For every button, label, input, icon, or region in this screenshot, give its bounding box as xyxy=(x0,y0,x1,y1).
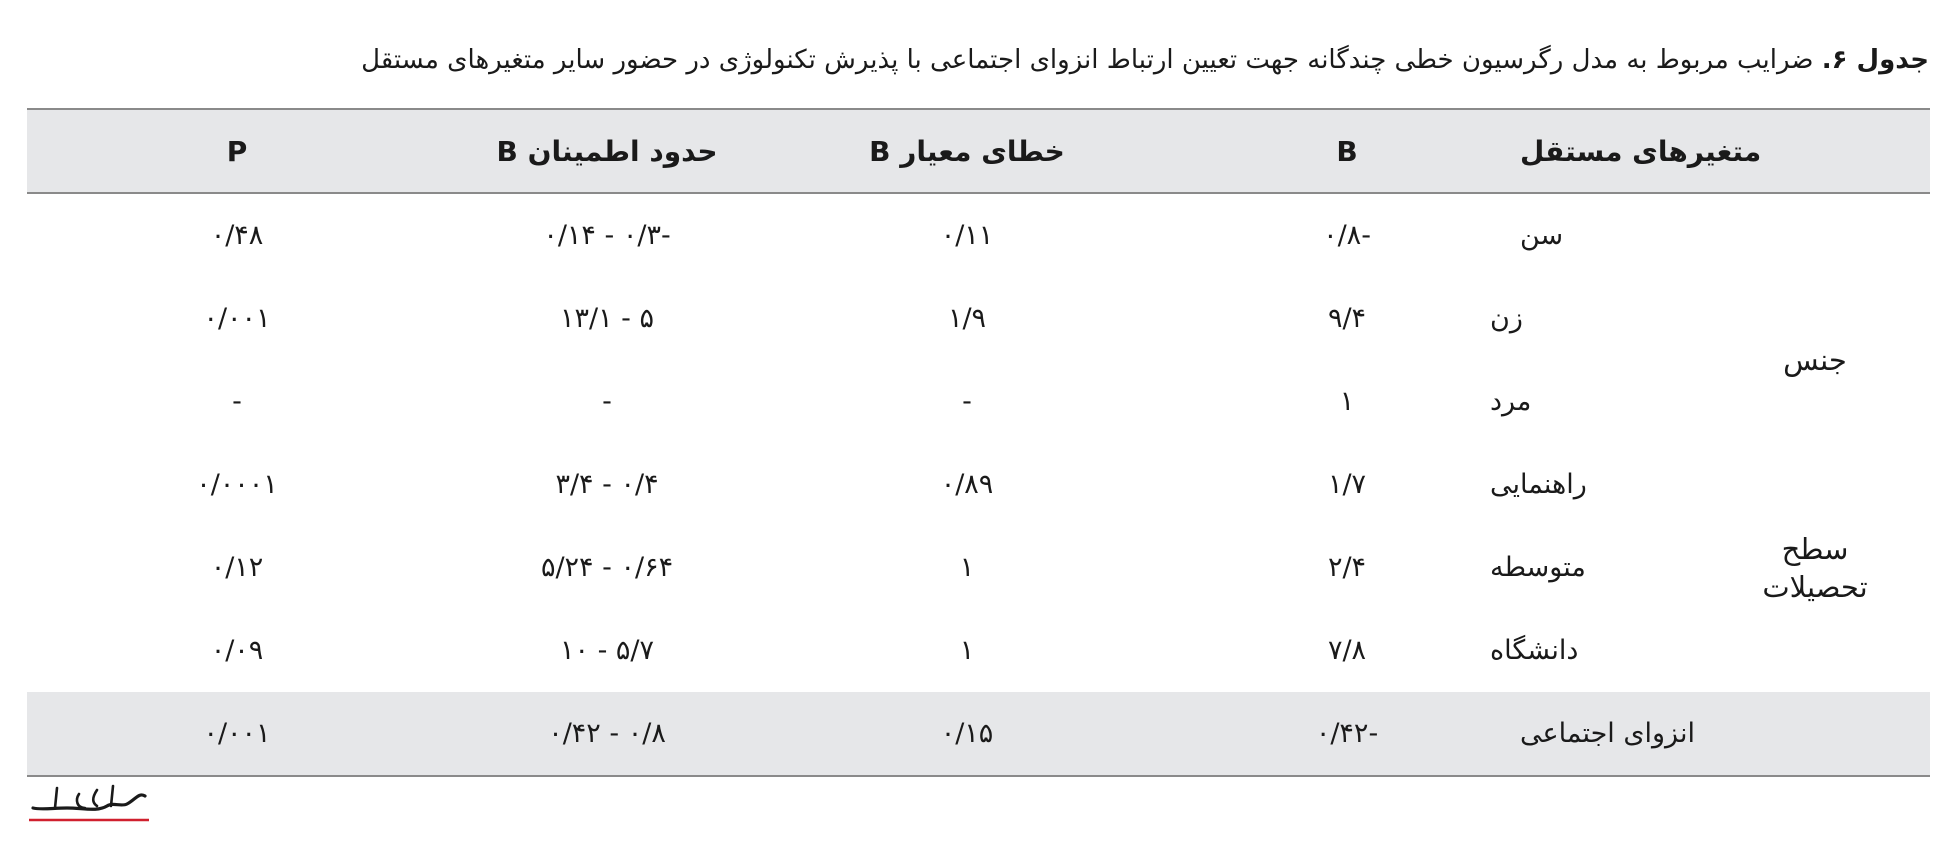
caption-text: ضرایب مربوط به مدل رگرسیون خطی چندگانه جهت تعیین ارتباط انزوای اجتماعی با پذیرش تکنولوژی در حضور سایر متغیرهای مستقل xyxy=(361,45,1814,75)
cell-ci: -۰/۳ - ۰/۱۴ xyxy=(543,220,671,251)
cell-se: ۱/۹ xyxy=(947,303,987,334)
cell-se: ۰/۱۵ xyxy=(940,718,994,749)
gender-group xyxy=(27,277,1930,443)
row-label: دانشگاه xyxy=(1490,635,1579,666)
cell-p: ۰/۰۰۱ xyxy=(203,303,271,334)
cell-ci: ۰/۴ - ۳/۴ xyxy=(555,469,659,500)
cell-se: ۰/۱۱ xyxy=(940,220,994,251)
cell-p: ۰/۴۸ xyxy=(210,220,264,251)
cell-p: ۰/۰۰۰۱ xyxy=(196,469,278,500)
regression-table xyxy=(27,108,1930,777)
row-label: مرد xyxy=(1490,386,1532,417)
cell-b: -۰/۸ xyxy=(1323,220,1371,251)
table-header-row xyxy=(27,110,1930,194)
row-label: سن xyxy=(1520,220,1564,251)
row-label: زن xyxy=(1490,303,1523,334)
header-ci: حدود اطمینان B xyxy=(496,134,718,168)
row-label: انزوای اجتماعی xyxy=(1520,718,1695,749)
cell-b: ۲/۴ xyxy=(1327,552,1367,583)
salmand-logo-mark xyxy=(27,778,151,826)
group-label-gender: جنس xyxy=(1783,343,1847,377)
cell-p: ۰/۰۹ xyxy=(210,635,264,666)
salmand-logo xyxy=(27,778,151,826)
row-label: راهنمایی xyxy=(1490,469,1587,500)
table-row-isolation xyxy=(27,692,1930,775)
cell-se: ۱ xyxy=(959,552,975,583)
group-label-education: سطح تحصیلات xyxy=(1762,531,1868,604)
header-p: P xyxy=(226,134,248,168)
cell-p: ۰/۰۰۱ xyxy=(203,718,271,749)
cell-p: ۰/۱۲ xyxy=(210,552,264,583)
cell-ci: ۰/۸ - ۰/۴۲ xyxy=(548,718,666,749)
table-row-female xyxy=(27,277,1930,360)
table-row-male xyxy=(27,360,1930,443)
cell-b: ۱/۷ xyxy=(1327,469,1367,500)
cell-ci: ۰/۶۴ - ۵/۲۴ xyxy=(540,552,674,583)
cell-se: ۱ xyxy=(959,635,975,666)
cell-p: - xyxy=(232,386,242,417)
table-row-university xyxy=(27,609,1930,692)
education-group xyxy=(27,443,1930,692)
cell-b: ۷/۸ xyxy=(1327,635,1367,666)
cell-ci: - xyxy=(602,386,612,417)
header-b: B xyxy=(1336,134,1358,168)
table-row-guidance xyxy=(27,443,1930,526)
caption-label: جدول ۶. xyxy=(1821,45,1929,75)
cell-b: ۱ xyxy=(1339,386,1355,417)
header-variables: متغیرهای مستقل xyxy=(1520,134,1762,168)
cell-ci: ۵ - ۱۳/۱ xyxy=(559,303,655,334)
row-label: متوسطه xyxy=(1490,552,1586,583)
table-row-age xyxy=(27,194,1930,277)
table-row-secondary xyxy=(27,526,1930,609)
cell-b: -۰/۴۲ xyxy=(1315,718,1379,749)
header-se: خطای معیار B xyxy=(869,134,1065,168)
cell-se: ۰/۸۹ xyxy=(940,469,994,500)
table-caption xyxy=(150,40,1929,80)
cell-ci: ۵/۷ - ۱۰ xyxy=(559,635,655,666)
cell-b: ۹/۴ xyxy=(1327,303,1367,334)
cell-se: - xyxy=(962,386,972,417)
